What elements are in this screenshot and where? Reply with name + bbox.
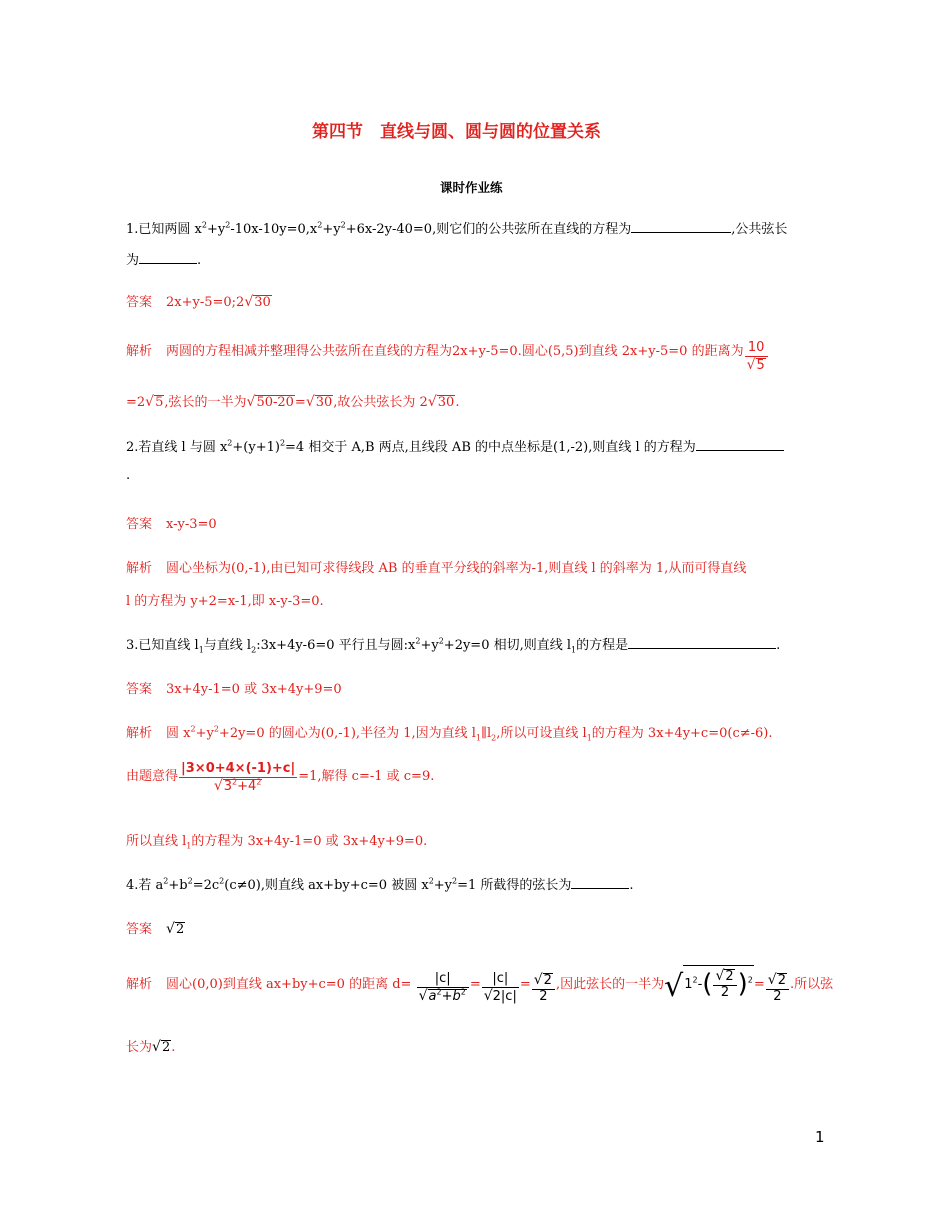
analysis-3: 解析 圆 $x^2+y^2+2y=0$ 的圆心为(0,-1),半径为 1,因为直线 $l_1\parallel l_2$,所以可设直线 $l_1$的方程为 3x+4y+c=0(c≠-6). [126,724,773,743]
analysis-3-line3: 所以直线 $l_1$的方程为 3x+4y-1=0 或 3x+4y+9=0. [126,834,428,851]
analysis-3-line2: 由题意得 $\frac{|3\times 0+4\times(-1)+c|}{√3^2+4^2}$ =1,解得 c=-1 或 c=9. [126,761,435,794]
answer-blank [631,220,731,233]
analysis-2-line2: l 的方程为 y+2=x-1,即 x-y-3=0. [126,594,324,609]
answer-blank [571,876,629,889]
fraction: $\frac{√2}{2}$ [532,972,555,1005]
question-2-line2: . [126,468,131,483]
answer-2: 答案 x-y-3=0 [126,517,217,532]
sqrt-symbol: $√1^2-$( $\frac{√2}{2}$ )$^2$ [664,965,754,1004]
question-1: 1.已知两圆 $x^2+y^2-10x-10y=0,x^2+y^2+6x-2y-40=0$,则它们的公共弦所在直线的方程为 ,公共弦长 [126,220,788,237]
fraction: $\frac{|c|}{√a^2+b^2}$ [417,972,469,1005]
question-3: 3.已知直线 $l_1$与直线 $l_2:3x+4y-6=0$ 平行且与圆$:x^2+y^2+2y=0$ 相切,则直线 $l_1$的方程是 . [126,636,781,655]
question-1-line2: 为 . [126,253,202,268]
answer-blank [139,251,197,264]
answer-blank [696,438,784,451]
fraction: $\frac{|3\times 0+4\times(-1)+c|}{√3^2+4^2}$ [181,761,296,794]
answer-blank [628,636,776,649]
section-subtitle: 课时作业练 [440,180,503,195]
answer-4: 答案 √2 [126,921,185,937]
analysis-1-line2: =2√5,弦长的一半为√50-20=√30,故公共弦长为 2√30. [126,394,460,410]
question-2: 2.若直线 l 与圆 $x^2+(y+1)^2=4$ 相交于 A,B 两点,且线段 AB 的中点坐标是(1,-2),则直线 l 的方程为 [126,436,784,455]
analysis-4-line2: 长为√2. [126,1039,176,1055]
fraction: $\frac{10}{√5}$ [745,341,768,374]
fraction: $\frac{|c|}{√2|c|}$ [483,971,517,1004]
answer-1: 答案 2x+y-5=0;2√30 [126,294,271,310]
analysis-2: 解析 圆心坐标为(0,-1),由已知可求得线段 AB 的垂直平分线的斜率为-1,则直线 l 的斜率为 1,从而可得直线 [126,561,747,576]
fraction: $\frac{√2}{2}$ [766,972,789,1005]
question-4: 4.若 $a^2+b^2=2c^2(c\ne 0)$,则直线 ax+by+c=0 被圆 $x^2+y^2=1$ 所截得的弦长为 . [126,876,634,893]
sqrt-symbol: √30 [244,294,271,310]
analysis-4: 解析 圆心(0,0)到直线 ax+by+c=0 的距离 d= $\frac{|c|}{√a^2+b^2}$ = $\frac{|c|}{√2|c|}$ = $\frac{√2}{2}$ ,因此弦长的一半为$√1^2-$( $\frac{√2}{2}$ )$^2$= $\frac{√2}{2}$ .所以弦 [126,965,833,1005]
analysis-1: 解析 两圆的方程相减并整理得公共弦所在直线的方程为2x+y-5=0.圆心(5,5)到直线 2x+y-5=0 的距离为 $\frac{10}{√5}$ [126,340,769,374]
page-number: 1 [815,1128,825,1146]
answer-3: 答案 3x+4y-1=0 或 3x+4y+9=0 [126,682,342,697]
page-title: 第四节 直线与圆、圆与圆的位置关系 [312,122,601,142]
